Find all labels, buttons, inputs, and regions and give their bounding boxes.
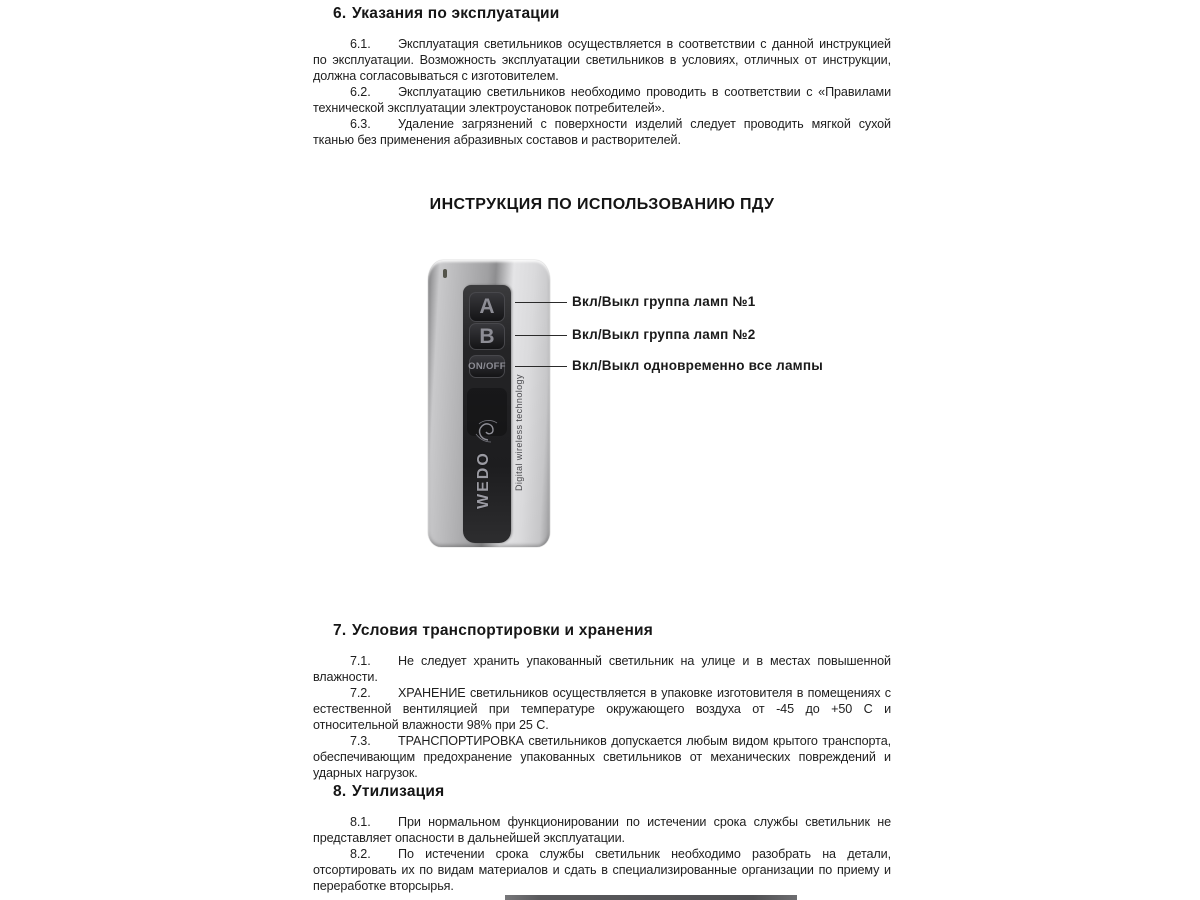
section-6-heading xyxy=(333,5,891,23)
item-number-7-2: 7.2. xyxy=(350,686,371,700)
callout-line-1 xyxy=(515,302,567,303)
section-6-title: Указания по эксплуатации xyxy=(352,5,560,22)
paragraph-8-1 xyxy=(313,814,891,846)
item-number-7-1: 7.1. xyxy=(350,654,371,668)
item-text-7-2: ХРАНЕНИЕ светильников осуществляется в упаковке изготовителя в помещениях с естественной вентиляцией при температуре окружающего воздуха от -45 до +50 С и относительной влажности 98% при 25 С. xyxy=(313,686,891,732)
cutoff-dark-bar xyxy=(505,895,797,900)
paragraph-7-3 xyxy=(313,733,891,781)
item-number-6-1: 6.1. xyxy=(350,37,371,51)
item-text-6-1: Эксплуатация светильников осуществляется в соответствии с данной инструкцией по эксплуатации. Возможность эксплуатации светильников в условиях, отличных от инструкции, должна согласовываться с изготовителем. xyxy=(313,37,891,83)
section-8-heading xyxy=(333,783,891,801)
paragraph-6-1 xyxy=(313,36,891,84)
figure-title: ИНСТРУКЦИЯ ПО ИСПОЛЬЗОВАНИЮ ПДУ xyxy=(429,196,775,213)
paragraph-8-2 xyxy=(313,846,891,894)
callout-label-all-lamps: Вкл/Выкл одновременно все лампы xyxy=(572,358,823,373)
item-number-8-1: 8.1. xyxy=(350,815,371,829)
item-text-6-2: Эксплуатацию светильников необходимо проводить в соответствии с «Правилами технической эксплуатации электроустановок потребителей». xyxy=(313,85,891,115)
callout-label-group2: Вкл/Выкл группа ламп №2 xyxy=(572,327,756,342)
section-recycling xyxy=(313,783,891,894)
section-7-title: Условия транспортировки и хранения xyxy=(352,622,653,639)
section-operation xyxy=(313,5,891,148)
callout-line-2 xyxy=(515,335,567,336)
callout-label-group1: Вкл/Выкл группа ламп №1 xyxy=(572,294,756,309)
wedo-swirl-icon xyxy=(473,418,501,444)
section-6-number: 6. xyxy=(333,5,347,22)
callout-line-3 xyxy=(515,366,567,367)
wedo-brand-logo: WEDO xyxy=(475,451,492,509)
paragraph-7-1 xyxy=(313,653,891,685)
section-transport-storage xyxy=(313,622,891,781)
remote-button-strip xyxy=(463,285,511,543)
item-text-8-1: При нормальном функционировании по истечении срока службы светильник не представляет опасности в дальнейшей эксплуатации. xyxy=(313,815,891,845)
remote-control-image xyxy=(428,260,550,547)
item-number-7-3: 7.3. xyxy=(350,734,371,748)
item-text-7-1: Не следует хранить упакованный светильник на улице и в местах повышенной влажности. xyxy=(313,654,891,684)
item-text-6-3: Удаление загрязнений с поверхности изделий следует проводить мягкой сухой тканью без применения абразивных составов и растворителей. xyxy=(313,117,891,147)
section-7-number: 7. xyxy=(333,622,347,639)
section-8-number: 8. xyxy=(333,783,347,800)
remote-button-a: A xyxy=(469,292,505,322)
item-text-7-3: ТРАНСПОРТИРОВКА светильников допускается любым видом крытого транспорта, обеспечивающим предохранение упакованных светильников от механических повреждений и ударных нагрузок. xyxy=(313,734,891,780)
remote-button-b: B xyxy=(469,323,505,350)
paragraph-6-2 xyxy=(313,84,891,116)
paragraph-6-3 xyxy=(313,116,891,148)
remote-button-onoff: ON/OFF xyxy=(469,355,505,378)
remote-figure xyxy=(313,250,891,565)
item-number-6-2: 6.2. xyxy=(350,85,371,99)
item-number-8-2: 8.2. xyxy=(350,847,371,861)
section-8-title: Утилизация xyxy=(352,783,445,800)
paragraph-7-2 xyxy=(313,685,891,733)
remote-side-text: Digital wireless technology xyxy=(514,374,524,491)
item-text-8-2: По истечении срока службы светильник необходимо разобрать на детали, отсортировать их по видам материалов и сдать в специализированные организации по приему и переработке вторсырья. xyxy=(313,847,891,893)
item-number-6-3: 6.3. xyxy=(350,117,371,131)
section-7-heading xyxy=(333,622,891,640)
led-indicator-icon xyxy=(443,269,447,278)
